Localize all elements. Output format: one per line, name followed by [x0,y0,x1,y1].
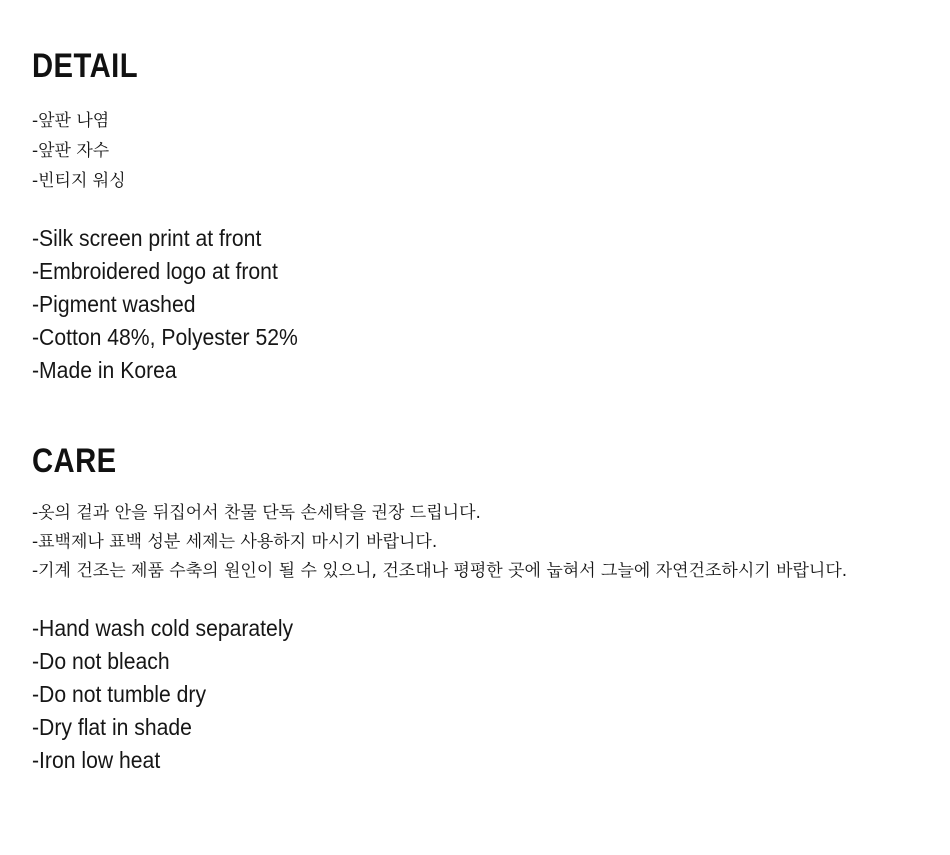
detail-line: -Silk screen print at front [32,225,262,251]
detail-english-block [32,222,918,387]
detail-line: -빈티지 워싱 [32,171,126,191]
care-line: -Do not tumble dry [32,681,207,707]
care-line: -기계 건조는 제품 수축의 원인이 될 수 있으니, 건조대나 평평한 곳에 눕혀서 그늘에 자연건조하시기 바랍니다. [32,561,848,581]
care-section [32,443,918,777]
detail-line: -앞판 나염 [32,111,110,131]
detail-line: -Cotton 48%, Polyester 52% [32,324,298,350]
care-korean-block [32,499,918,586]
detail-section-heading: DETAIL [32,47,138,85]
care-line: -표백제나 표백 성분 세제는 사용하지 마시기 바랍니다. [32,532,438,552]
detail-line: -Made in Korea [32,357,177,383]
detail-line: -앞판 자수 [32,141,110,161]
care-section-heading: CARE [32,442,117,480]
care-line: -Do not bleach [32,648,170,674]
care-line: -Dry flat in shade [32,714,192,740]
care-line: -Iron low heat [32,747,161,773]
care-english-block [32,612,918,777]
care-line: -Hand wash cold separately [32,615,294,641]
detail-line: -Embroidered logo at front [32,258,278,284]
detail-korean-block [32,106,918,196]
detail-line: -Pigment washed [32,291,196,317]
care-line: -옷의 겉과 안을 뒤집어서 찬물 단독 손세탁을 권장 드립니다. [32,503,481,523]
detail-section [32,48,918,387]
